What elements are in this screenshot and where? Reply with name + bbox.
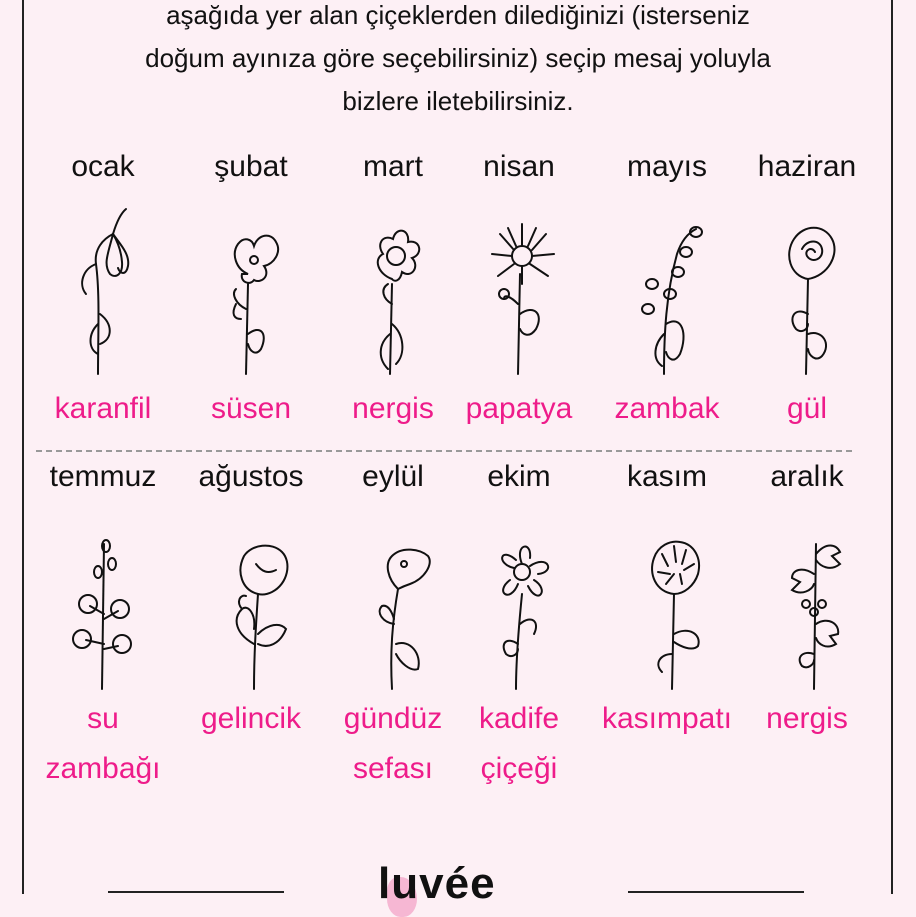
flower-name: kasımpatı: [601, 702, 733, 735]
flower-name: nergis: [766, 702, 848, 735]
intro-line: bizlere iletebilirsiniz.: [342, 86, 574, 116]
month-label: kasım: [626, 460, 707, 493]
larkspur-icon: [58, 494, 148, 694]
month-label: ağustos: [198, 460, 304, 493]
morning-glory-icon: [348, 494, 438, 694]
flower-card: [28, 460, 178, 794]
flower-name: papatya: [465, 392, 573, 425]
month-label: mart: [363, 150, 423, 183]
intro-line: aşağıda yer alan çiçeklerden dilediğinizi (isterseniz: [166, 0, 750, 30]
month-label: temmuz: [49, 460, 157, 493]
flower-card: [592, 150, 742, 434]
flower-card: [732, 150, 882, 434]
flower-name: çiçeği: [480, 752, 558, 785]
flower-name: zambağı: [45, 752, 161, 785]
month-label: aralık: [770, 460, 844, 493]
flower-name: gelincik: [200, 702, 302, 735]
flower-name: karanfil: [54, 392, 152, 425]
left-border: [22, 0, 24, 894]
cosmos-icon: [474, 494, 564, 694]
flower-name: gündüz: [343, 702, 443, 735]
right-border: [891, 0, 893, 894]
brand-part: l: [378, 859, 392, 908]
month-label: ekim: [487, 460, 551, 493]
flower-name: su: [87, 702, 119, 735]
month-label: mayıs: [626, 150, 707, 183]
flower-name: sefası: [352, 752, 434, 785]
month-label: eylül: [362, 460, 424, 493]
intro-text: [40, 0, 876, 123]
flower-card: [444, 460, 594, 794]
flower-card: [176, 150, 326, 434]
daisy-icon: [474, 184, 564, 384]
month-label: şubat: [214, 150, 288, 183]
holly-icon: [762, 494, 852, 694]
poppy-icon: [206, 494, 296, 694]
flower-name: kadife: [478, 702, 560, 735]
flower-name: gül: [786, 392, 828, 425]
pansy-icon: [206, 184, 296, 384]
chrysanthemum-icon: [622, 494, 712, 694]
flower-card: [732, 460, 882, 744]
flower-name: nergis: [352, 392, 434, 425]
flower-name: zambak: [614, 392, 720, 425]
rose-icon: [762, 184, 852, 384]
row-divider: [36, 450, 852, 452]
lily-of-the-valley-icon: [622, 184, 712, 384]
month-label: nisan: [483, 150, 555, 183]
brand-logo: [378, 854, 496, 914]
flower-card: [176, 460, 326, 744]
month-label: haziran: [757, 150, 857, 183]
snowdrop-icon: [58, 184, 148, 384]
brand-part: vée: [419, 859, 496, 908]
flower-card: [592, 460, 742, 744]
brand-part: u: [391, 859, 420, 908]
footer-line-right: [628, 891, 804, 893]
intro-line: doğum ayınıza göre seçebilirsiniz) seçip mesaj yoluyla: [145, 43, 771, 73]
month-label: ocak: [71, 150, 135, 183]
flower-name: süsen: [210, 392, 292, 425]
footer-line-left: [108, 891, 284, 893]
daffodil-icon: [348, 184, 438, 384]
flower-card: [28, 150, 178, 434]
flower-card: [444, 150, 594, 434]
